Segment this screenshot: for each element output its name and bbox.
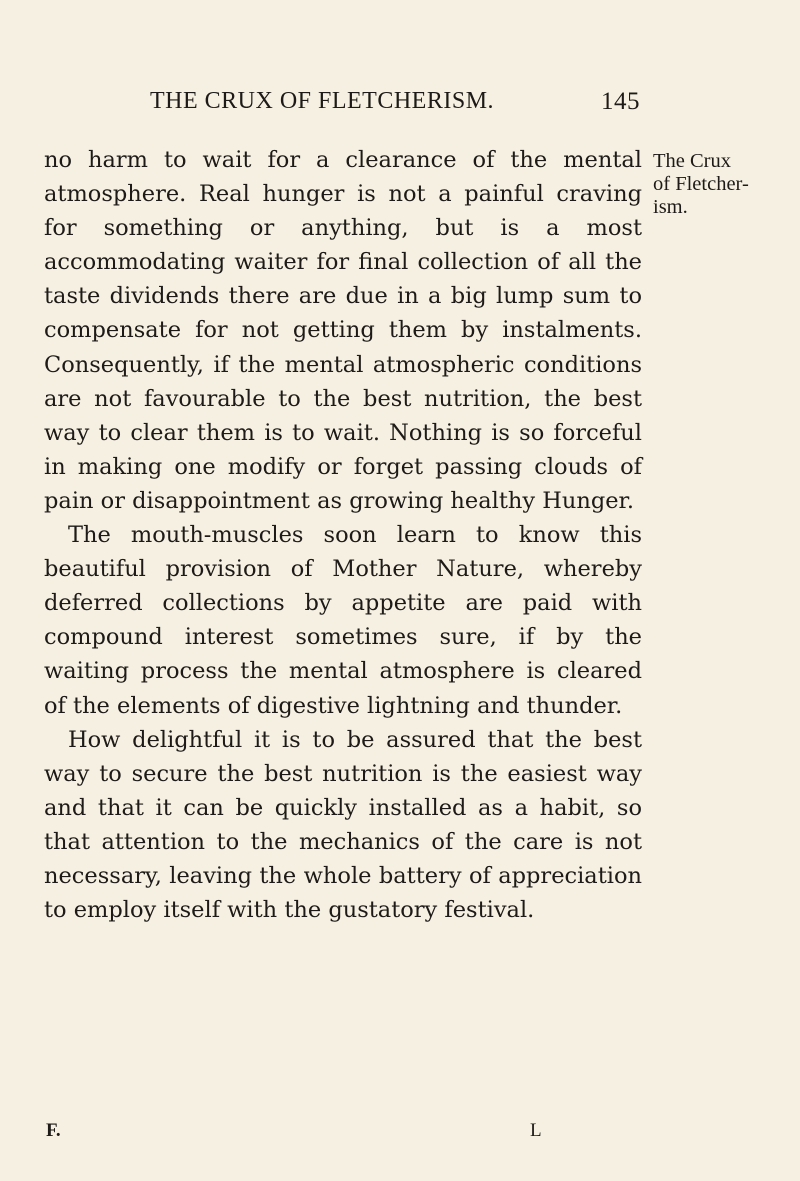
margin-note	[653, 150, 773, 219]
page-number: 145	[601, 88, 640, 115]
paragraph-1: no harm to wait for a clearance of the mental atmosphere. Real hunger is not a painful craving for something or anything, but is a most accommodating waiter for final collection of all the taste dividends there are due in a big lump sum to compensate for not getting them by instalments. Consequently, if the mental atmospheric conditions are not favourable to the best nutrition, the best way to clear them is to wait. Nothing is so forceful in making one modify or forget passing clouds of pain or disappointment as growing healthy Hunger.	[44, 147, 642, 514]
margin-note-line: The Crux	[653, 150, 731, 172]
signature-mark-left: F.	[46, 1120, 61, 1141]
paragraph-2: The mouth-muscles soon learn to know this beautiful provision of Mother Nature, whereby deferred collections by appetite are paid with compound interest sometimes sure, if by the waiting process the mental atmosphere is cleared of the elements of digestive lightning and thunder.	[44, 522, 642, 719]
running-head-title: THE CRUX OF FLETCHERISM.	[150, 88, 495, 114]
signature-marks	[46, 1120, 546, 1150]
body-text	[44, 143, 642, 927]
margin-note-line: of Fletcher-	[653, 173, 749, 195]
margin-note-line: ism.	[653, 196, 688, 218]
signature-mark-right: L	[530, 1120, 542, 1141]
paragraph-3: How delightful it is to be assured that the best way to secure the best nutrition is the easiest way and that it can be quickly installed as a habit, so that attention to the mechanics of the care is not necessary, leaving the whole battery of appreciation to employ itself with the gustatory festival.	[44, 726, 642, 924]
running-head	[150, 88, 640, 128]
